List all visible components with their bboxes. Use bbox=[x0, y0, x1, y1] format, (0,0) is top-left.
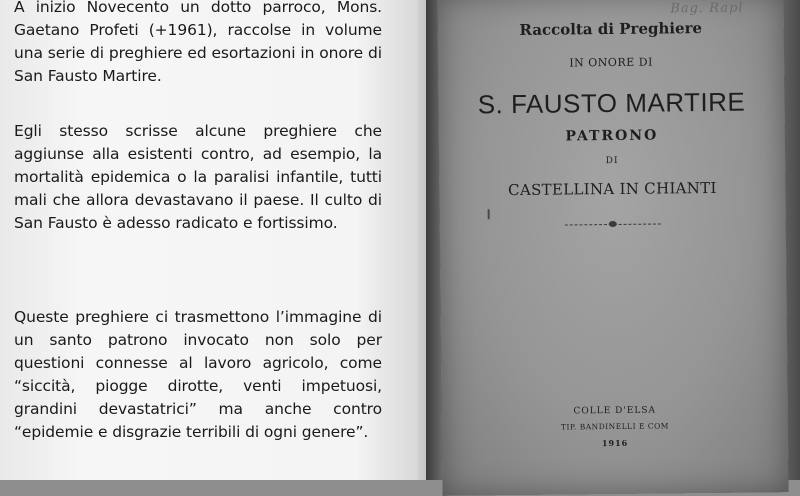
booklet-subtitle: IN ONORE DI bbox=[569, 55, 653, 70]
handwritten-note: Bag. Rapl bbox=[670, 0, 744, 17]
ornament-divider bbox=[565, 219, 661, 228]
paragraph-prayers: Egli stesso scrisse alcune preghiere che aggiunse alla esistenti contro, ad esempio, la mortalità epidemica o la paralisi infantile, tutti mali che allora devastavano il paese. Il culto di San Fausto è adesso radicato e fortissimo. bbox=[14, 122, 382, 232]
paragraph-transmission: Queste preghiere ci trasmettono l’immagine di un santo patrono invocato non solo per questioni connesse al lavoro agricolo, come “siccità, piogge dirotte, venti impetuosi, grandini devastatrici” ma anche contro “epidemie e disgrazie terribili di ogni genere”. bbox=[14, 308, 382, 441]
booklet-title: Raccolta di Preghiere bbox=[519, 19, 703, 39]
booklet-printer: TIP. BANDINELLI E COM bbox=[560, 421, 669, 432]
booklet-place: CASTELLINA IN CHIANTI bbox=[508, 178, 717, 200]
booklet-year: 1916 bbox=[601, 437, 629, 449]
booklet-saint-name: S. FAUSTO MARTIRE bbox=[477, 86, 746, 120]
paragraph-intro: A inizio Novecento un dotto parroco, Mons. Gaetano Profeti (+1961), raccolse in volume una serie di preghiere ed esortazioni in onore di San Fausto Martire. bbox=[14, 0, 382, 85]
booklet-printer-city: COLLE D'ELSA bbox=[573, 405, 657, 417]
booklet-patrono: PATRONO bbox=[565, 127, 659, 145]
booklet-cover bbox=[437, 0, 788, 496]
booklet-di: DI bbox=[605, 155, 619, 167]
margin-mark bbox=[488, 209, 490, 219]
